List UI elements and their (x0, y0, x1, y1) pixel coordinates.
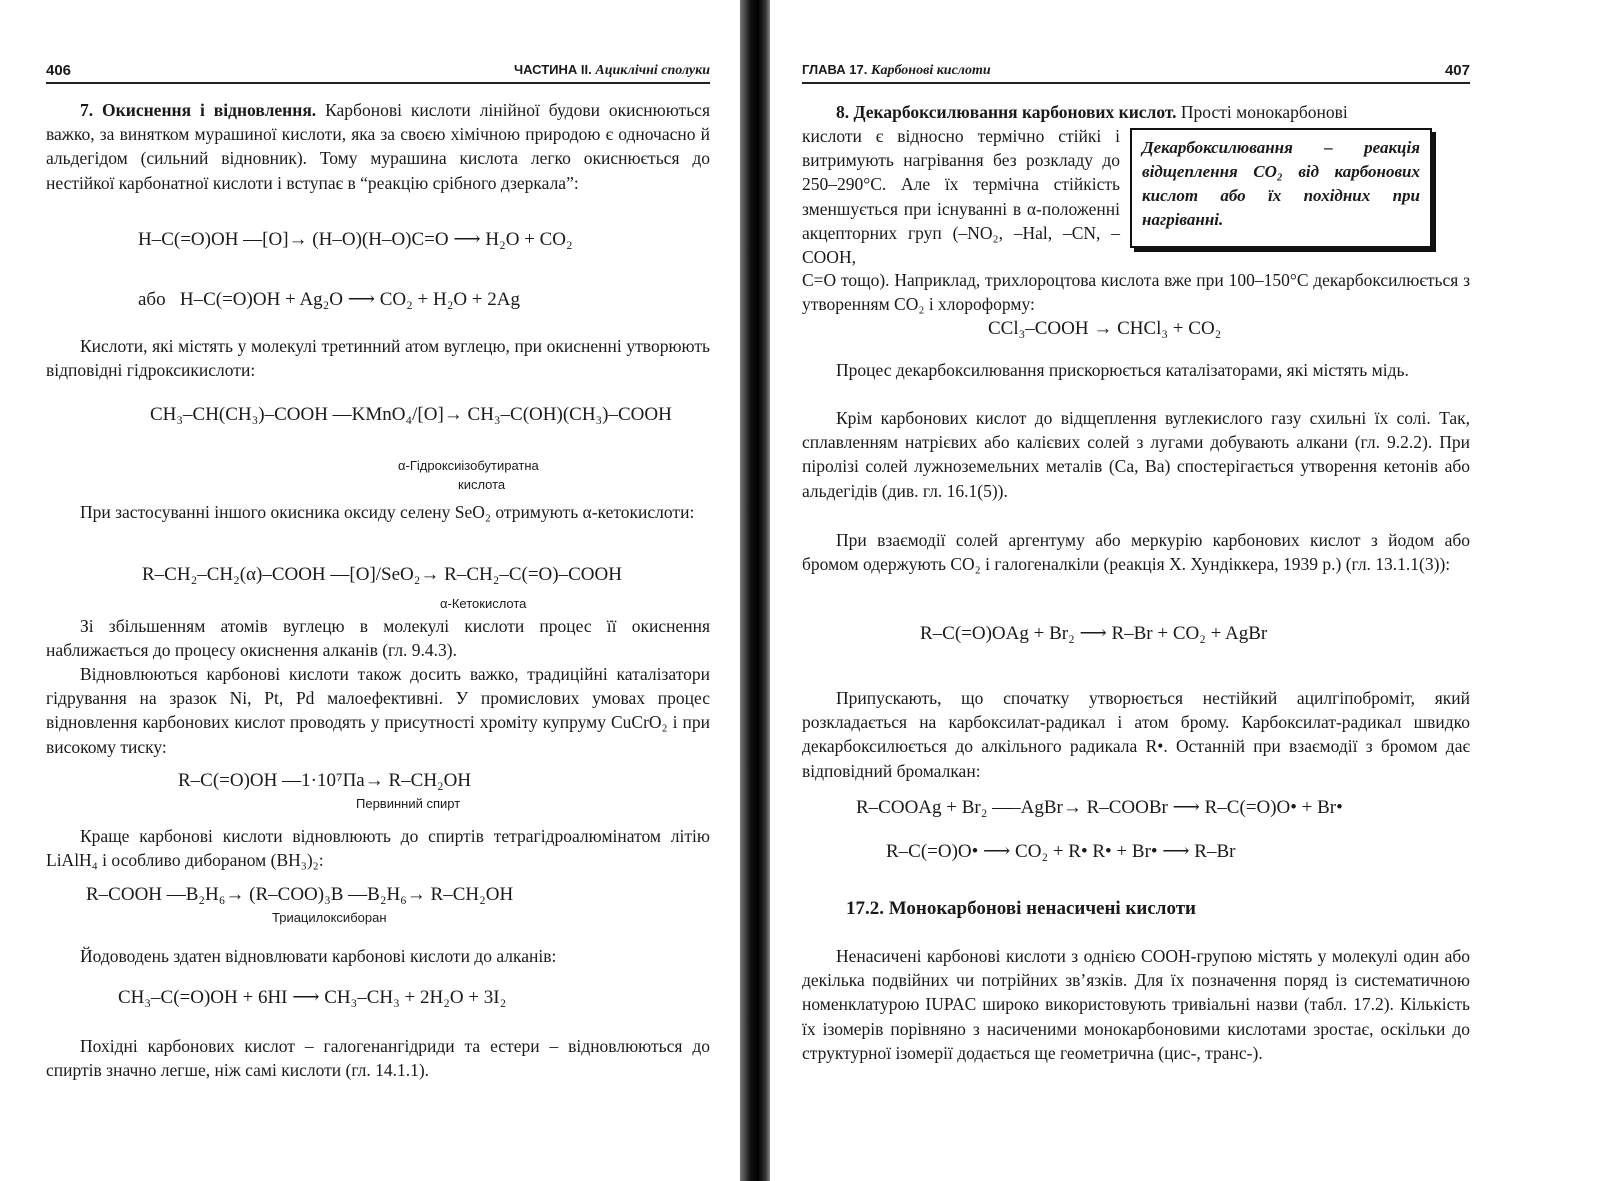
paragraph-seo2: При застосуванні іншого окисника оксиду селену SeO₂ отримують α-кетокислоти: (80, 502, 695, 522)
equation-formic-oxidation: H–C(=O)OH —[O]→ (H–O)(H–O)C=O ⟶ H₂O + CO₂ (138, 229, 573, 250)
page-number: 407 (1444, 62, 1470, 79)
paragraph-heading: 7. Окиснення і відновлення. (80, 100, 317, 120)
header-chapter: ГЛАВА 17. (802, 62, 868, 77)
equation-mechanism-step-1: R–COOAg + Br₂ —–AgBr→ R–COOBr ⟶ R–C(=O)O• + Br• (856, 797, 1343, 818)
book-spine (740, 0, 770, 1181)
paragraph-lialh4: Краще карбонові кислоти відновлюють до спиртів тетрагідроалюмінатом літію LiAlH₄ і особливо дибораном (BH₃)₂: (46, 826, 710, 871)
paragraph-hunsdiecker: При взаємодії солей аргентуму або меркурію карбонових кислот з йодом або бромом одержують CO₂ і галогеналкіли (реакція Х. Хундіккера, 1939 р.) (гл. 13.1.1(3)): (802, 530, 1470, 575)
header-part: ЧАСТИНА II. (513, 62, 592, 77)
paragraph-decarboxylation-intro: 8. Декарбоксилювання карбонових кислот. Прості монокарбонові (836, 102, 1348, 122)
caption-acid: кислота (458, 477, 506, 492)
paragraph-reduction: Відновлюються карбонові кислоти також досить важко, традиційні каталізатори гідрування на зразок Ni, Pt, Pd малоефективні. У промислових умовах процес відновлення карбонових кислот проводять у присутності хроміту купруму CuCrO₂ і при високому тиску: (46, 664, 710, 757)
right-page (770, 0, 1600, 1181)
equation-mechanism-step-2: R–C(=O)O• ⟶ CO₂ + R• R• + Br• ⟶ R–Br (886, 841, 1236, 862)
definition-box: Декарбоксилювання – реакція відщеплення CO₂ від карбонових кислот або їх похідних при нагріванні. (1130, 128, 1432, 248)
paragraph-tertiary: Кислоти, які містять у молекулі третинний атом вуглецю, при окисненні утворюють відповідні гідроксикислоти: (46, 336, 710, 381)
header-title (514, 62, 710, 79)
equation-hydroxyacid: CH₃–CH(CH₃)–COOH —KMnO₄/[O]→ CH₃–C(OH)(CH₃)–COOH (150, 404, 672, 425)
running-header (802, 58, 1470, 84)
paragraph-unsaturated: Ненасичені карбонові кислоти з однією COOH-групою містять у молекулі один або декілька подвійних чи потрійних зв’язків. Для їх позначення поряд із систематичною номенклатурою IUPAC широко використовують тривіальні назви (табл. 17.2). Кількість їх ізомерів порівняно з насиченими монокарбоновими кислотами зростає, оскільки до структурної ізомерії додається ще геометрична (цис-, транс-). (802, 946, 1470, 1063)
equation-ketoacid: R–CH₂–CH₂(α)–COOH —[O]/SeO₂→ R–CH₂–C(=O)–COOH (142, 564, 622, 585)
equation-trichloroacetic: CCl₃–COOH → CHCl₃ + CO₂ (988, 318, 1222, 339)
paragraph-derivatives: Похідні карбонових кислот – галогенангідриди та естери – відновлюються до спиртів значно легше, ніж самі кислоти (гл. 14.1.1). (46, 1036, 710, 1081)
section-heading: 17.2. Монокарбонові ненасичені кислоти (846, 898, 1196, 919)
paragraph-decarboxylation-wrapped: кислоти є відносно термічно стійкі і витримують нагрівання без розкладу до 250–290°С. Але їх термічна стійкість зменшується при існуванні в α-положенні акцепторних груп (–NO₂, –Hal, –CN, –COOH, (802, 126, 1120, 268)
paragraph-chain-length: Зі збільшенням атомів вуглецю в молекулі кислоти процес її окиснення наближається до процесу окиснення алканів (гл. 9.4.3). (46, 616, 710, 661)
left-page (0, 0, 740, 1181)
paragraph-copper-catalyst: Процес декарбоксилювання прискорюється каталізаторами, які містять мідь. (836, 360, 1409, 380)
equation-hi-reduction: CH₃–C(=O)OH + 6HI ⟶ CH₃–CH₃ + 2H₂O + 3I₂ (118, 987, 507, 1008)
page-number: 406 (46, 62, 72, 79)
paragraph-mechanism: Припускають, що спочатку утворюється нестійкий ацилгіпоброміт, який розкладається на карбоксилат-радикал і атом брому. Карбоксилат-радикал швидко декарбоксилюється до алкільного радикала R•. Останній при взаємодії з бромом дає відповідний бромалкан: (802, 688, 1470, 781)
caption-ketoacid: α-Кетокислота (440, 596, 527, 611)
paragraph-heading: 8. Декарбоксилювання карбонових кислот. (836, 102, 1177, 122)
paragraph-hi: Йодоводень здатен відновлювати карбонові кислоти до алканів: (80, 946, 557, 966)
header-title (802, 62, 991, 79)
paragraph-decarboxylation-rest: C=O тощо). Наприклад, трихлороцтова кислота вже при 100–150°С декарбоксилюється з утворенням CO₂ і хлороформу: (802, 270, 1470, 315)
caption-hydroxyisobutyric: α-Гідроксиізобутиратна (398, 458, 539, 473)
equation-hunsdiecker: R–C(=O)OAg + Br₂ ⟶ R–Br + CO₂ + AgBr (920, 623, 1268, 644)
paragraph-oxidation: 7. Окиснення і відновлення. Карбонові кислоти лінійної будови окиснюються важко, за винятком мурашиної кислоти, яка за своєю хімічною природою є одночасно й альдегідом (сильний відновник). Тому мурашина кислота легко окиснюється до нестійкої карбонатної кислоти і вступає в “реакцію срібного дзеркала”: (46, 100, 710, 193)
running-header (46, 58, 710, 84)
header-section: Карбонові кислоти (871, 63, 991, 78)
caption-triacyloxyborane: Триацилоксиборан (272, 910, 387, 925)
paragraph-salts: Крім карбонових кислот до відщеплення вуглекислого газу схильні їх солі. Так, сплавленням натрієвих або калієвих солей з лугами добувають алкани (гл. 9.2.2). При піролізі солей лужноземельних металів (Ca, Ba) спостерігається утворення кетонів або альдегідів (див. гл. 16.1(5)). (802, 408, 1470, 501)
header-section: Ациклічні сполуки (595, 63, 710, 78)
equation-high-pressure-reduction: R–C(=O)OH —1·10⁷Па→ R–CH₂OH (178, 770, 472, 791)
equation-silver-mirror: або H–C(=O)OH + Ag₂O ⟶ CO₂ + H₂O + 2Ag (138, 289, 520, 310)
equation-diborane: R–COOH —B₂H₆→ (R–COO)₃B —B₂H₆→ R–CH₂OH (86, 884, 514, 905)
caption-primary-alcohol: Первинний спирт (356, 796, 461, 811)
